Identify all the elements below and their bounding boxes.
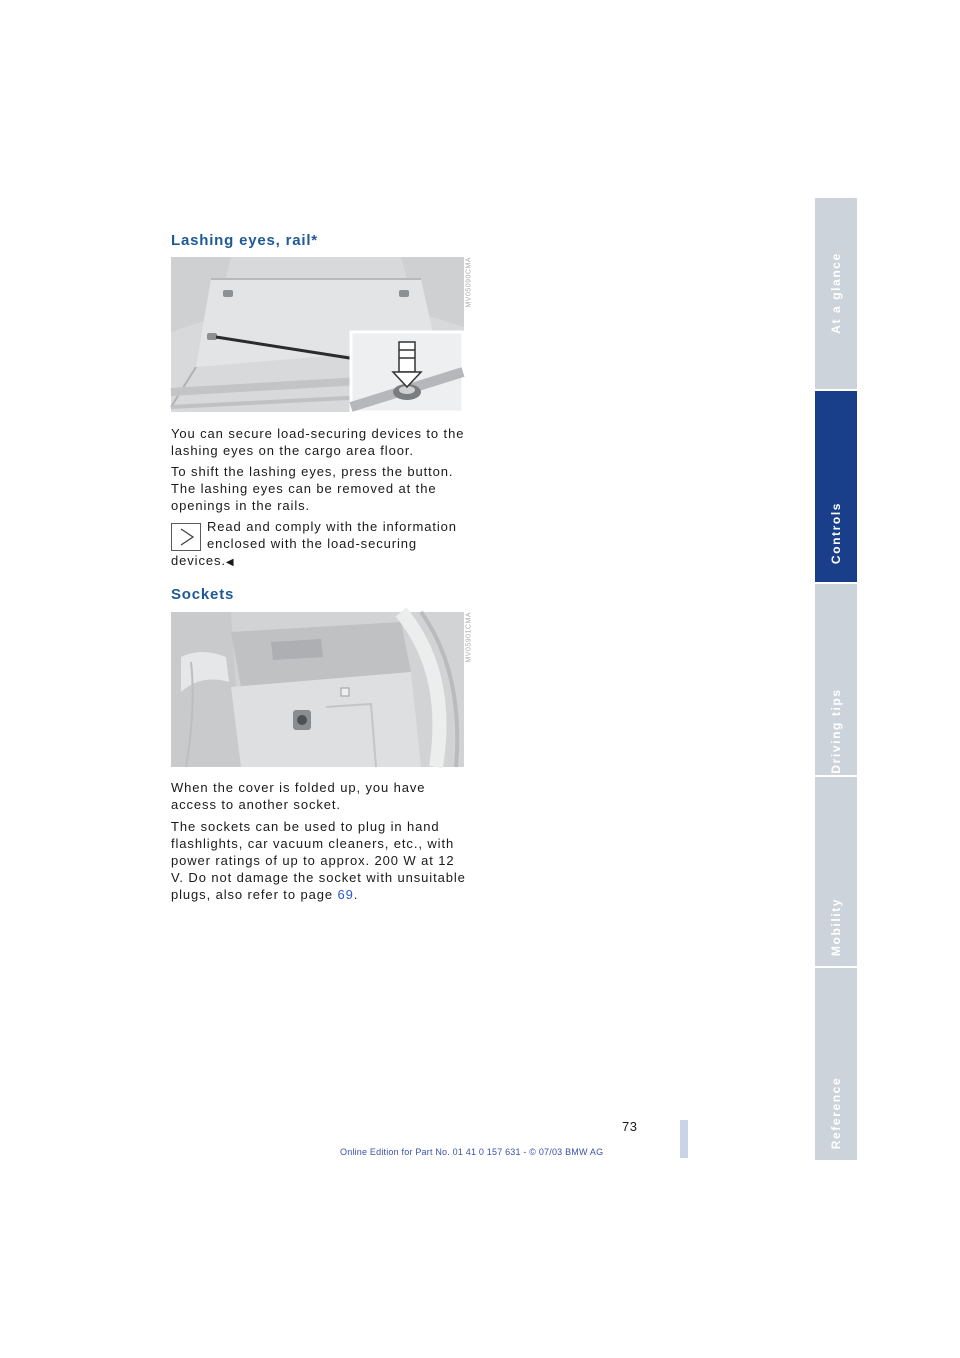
tab-label: At a glance: [829, 252, 843, 334]
note-line-3: [171, 552, 471, 571]
lashing-paragraph-2: To shift the lashing eyes, press the button. The lashing eyes can be removed at the openings in the rails.: [171, 464, 454, 513]
sockets-paragraph-1: When the cover is folded up, you have access to another socket.: [171, 780, 426, 812]
figure-code: MV05901CMA: [466, 612, 473, 663]
note-text-end: devices.: [171, 553, 226, 568]
tab-driving-tips[interactable]: [815, 584, 857, 777]
figure-code: MV05090CMA: [466, 257, 473, 308]
sockets-figure: [171, 612, 473, 767]
sockets-paragraph-2: [171, 818, 471, 903]
note-line-1: Read and comply with the information: [207, 519, 457, 534]
tab-mobility[interactable]: [815, 777, 857, 968]
tab-reference[interactable]: [815, 968, 857, 1160]
footer-edition-note: Online Edition for Part No. 01 41 0 157 631 - © 07/03 BMW AG: [340, 1147, 604, 1157]
tab-label: Driving tips: [829, 688, 843, 774]
tab-controls[interactable]: [815, 391, 857, 584]
tab-label: Reference: [829, 1076, 843, 1150]
page-bar: [680, 1120, 688, 1158]
note-triangle-icon: [171, 523, 201, 551]
page-69-link[interactable]: 69: [337, 887, 354, 902]
lashing-eyes-heading: Lashing eyes, rail*: [171, 232, 318, 249]
lashing-eyes-figure: [171, 257, 473, 412]
rear-cargo-socket-illustration: [171, 612, 464, 767]
tab-label: Mobility: [829, 897, 843, 957]
end-mark-icon: ◀: [225, 557, 235, 568]
sockets-paragraph-2-end: .: [353, 887, 359, 902]
sockets-heading: Sockets: [171, 586, 235, 603]
sockets-paragraph-2-text: The sockets can be used to plug in hand flashlights, car vacuum cleaners, etc., with power ratings of up to approx. 200 W at 12 V. Do not damage the socket with unsuitable plugs, also refer to page: [171, 819, 466, 902]
tab-label: Controls: [829, 501, 843, 565]
cargo-floor-illustration: [171, 257, 464, 412]
page-number: 73: [622, 1119, 638, 1134]
note-line-2: enclosed with the load-securing: [207, 536, 418, 551]
lashing-paragraph-1: You can secure load-securing devices to the lashing eyes on the cargo area floor.: [171, 426, 465, 458]
tab-at-a-glance[interactable]: [815, 198, 857, 391]
